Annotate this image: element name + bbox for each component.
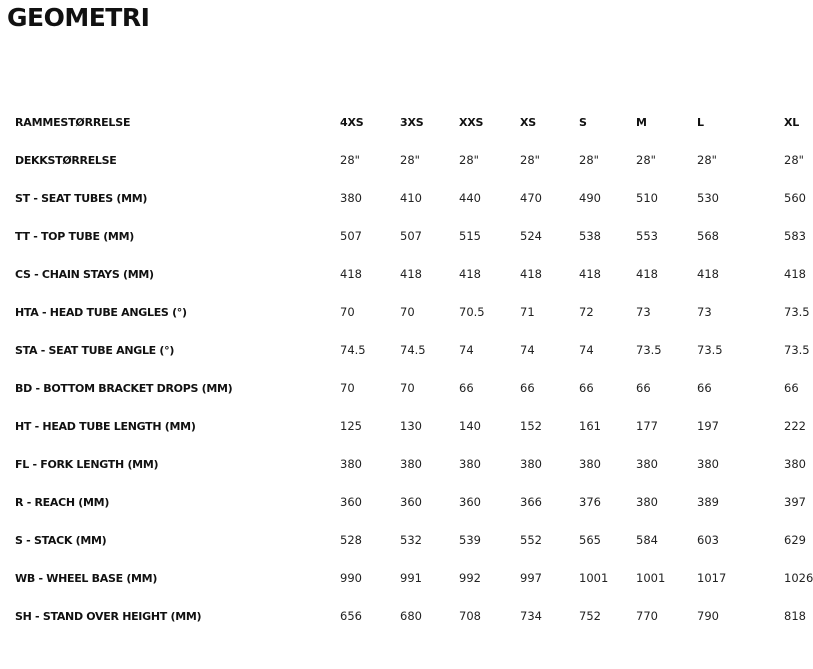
table-cell: 73 bbox=[636, 305, 651, 319]
table-cell: 380 bbox=[697, 457, 719, 471]
table-row bbox=[15, 217, 800, 255]
table-cell: 71 bbox=[520, 305, 535, 319]
table-cell: 584 bbox=[636, 533, 658, 547]
table-cell: 73.5 bbox=[784, 305, 810, 319]
table-cell: 74 bbox=[459, 343, 474, 357]
table-cell: 524 bbox=[520, 229, 542, 243]
table-row bbox=[15, 141, 800, 179]
table-row bbox=[15, 369, 800, 407]
table-cell: 538 bbox=[579, 229, 601, 243]
table-cell: 376 bbox=[579, 495, 601, 509]
table-row bbox=[15, 597, 800, 635]
table-cell: 515 bbox=[459, 229, 481, 243]
table-cell: 74.5 bbox=[340, 343, 366, 357]
table-cell: 410 bbox=[400, 191, 422, 205]
table-cell: 74.5 bbox=[400, 343, 426, 357]
row-label: FL - FORK LENGTH (MM) bbox=[15, 457, 159, 471]
table-cell: 380 bbox=[400, 457, 422, 471]
size-header: XS bbox=[520, 115, 537, 129]
table-cell: 532 bbox=[400, 533, 422, 547]
table-row bbox=[15, 331, 800, 369]
table-cell: 177 bbox=[636, 419, 658, 433]
table-cell: 752 bbox=[579, 609, 601, 623]
table-cell: 1001 bbox=[636, 571, 666, 585]
table-cell: 997 bbox=[520, 571, 542, 585]
size-header: L bbox=[697, 115, 704, 129]
table-cell: 28" bbox=[400, 153, 420, 167]
row-label: ST - SEAT TUBES (MM) bbox=[15, 191, 148, 205]
row-label: WB - WHEEL BASE (MM) bbox=[15, 571, 158, 585]
table-cell: 552 bbox=[520, 533, 542, 547]
table-cell: 418 bbox=[579, 267, 601, 281]
table-cell: 66 bbox=[579, 381, 594, 395]
table-cell: 70 bbox=[340, 305, 355, 319]
table-row bbox=[15, 445, 800, 483]
size-header: S bbox=[579, 115, 587, 129]
table-cell: 1001 bbox=[579, 571, 609, 585]
table-cell: 389 bbox=[697, 495, 719, 509]
table-cell: 66 bbox=[459, 381, 474, 395]
table-cell: 418 bbox=[784, 267, 806, 281]
row-label: CS - CHAIN STAYS (MM) bbox=[15, 267, 154, 281]
table-cell: 28" bbox=[697, 153, 717, 167]
table-cell: 66 bbox=[697, 381, 712, 395]
table-cell: 629 bbox=[784, 533, 806, 547]
table-cell: 418 bbox=[459, 267, 481, 281]
table-cell: 70 bbox=[340, 381, 355, 395]
table-cell: 70 bbox=[400, 381, 415, 395]
table-cell: 470 bbox=[520, 191, 542, 205]
table-cell: 418 bbox=[340, 267, 362, 281]
size-header: XXS bbox=[459, 115, 484, 129]
geometry-table bbox=[15, 103, 813, 635]
table-cell: 74 bbox=[520, 343, 535, 357]
size-header: 3XS bbox=[400, 115, 424, 129]
table-cell: 490 bbox=[579, 191, 601, 205]
table-cell: 140 bbox=[459, 419, 481, 433]
row-label: S - STACK (MM) bbox=[15, 533, 107, 547]
table-cell: 603 bbox=[697, 533, 719, 547]
table-cell: 74 bbox=[579, 343, 594, 357]
table-cell: 992 bbox=[459, 571, 481, 585]
table-row bbox=[15, 407, 800, 445]
table-cell: 507 bbox=[340, 229, 362, 243]
table-cell: 565 bbox=[579, 533, 601, 547]
table-cell: 440 bbox=[459, 191, 481, 205]
table-cell: 360 bbox=[340, 495, 362, 509]
table-cell: 1017 bbox=[697, 571, 727, 585]
table-cell: 73.5 bbox=[636, 343, 662, 357]
table-cell: 73.5 bbox=[697, 343, 723, 357]
table-cell: 380 bbox=[459, 457, 481, 471]
table-cell: 818 bbox=[784, 609, 806, 623]
table-cell: 708 bbox=[459, 609, 481, 623]
table-header-row bbox=[15, 103, 800, 141]
table-cell: 152 bbox=[520, 419, 542, 433]
table-cell: 28" bbox=[459, 153, 479, 167]
table-cell: 568 bbox=[697, 229, 719, 243]
table-cell: 380 bbox=[579, 457, 601, 471]
table-cell: 380 bbox=[784, 457, 806, 471]
table-cell: 680 bbox=[400, 609, 422, 623]
table-cell: 790 bbox=[697, 609, 719, 623]
table-cell: 539 bbox=[459, 533, 481, 547]
size-header: 4XS bbox=[340, 115, 364, 129]
table-cell: 66 bbox=[784, 381, 799, 395]
table-row bbox=[15, 293, 800, 331]
row-label: SH - STAND OVER HEIGHT (MM) bbox=[15, 609, 202, 623]
table-cell: 510 bbox=[636, 191, 658, 205]
table-cell: 770 bbox=[636, 609, 658, 623]
table-cell: 66 bbox=[520, 381, 535, 395]
table-cell: 380 bbox=[636, 457, 658, 471]
page-title: GEOMETRI bbox=[7, 3, 150, 32]
table-cell: 553 bbox=[636, 229, 658, 243]
table-cell: 28" bbox=[520, 153, 540, 167]
table-cell: 360 bbox=[459, 495, 481, 509]
table-row bbox=[15, 483, 800, 521]
table-cell: 125 bbox=[340, 419, 362, 433]
table-row bbox=[15, 559, 800, 597]
table-cell: 507 bbox=[400, 229, 422, 243]
size-header: XL bbox=[784, 115, 800, 129]
table-row bbox=[15, 255, 800, 293]
row-label: R - REACH (MM) bbox=[15, 495, 110, 509]
row-label: BD - BOTTOM BRACKET DROPS (MM) bbox=[15, 381, 233, 395]
table-cell: 28" bbox=[340, 153, 360, 167]
table-cell: 380 bbox=[340, 191, 362, 205]
table-row bbox=[15, 521, 800, 559]
table-cell: 66 bbox=[636, 381, 651, 395]
table-cell: 130 bbox=[400, 419, 422, 433]
row-label: TT - TOP TUBE (MM) bbox=[15, 229, 134, 243]
table-cell: 583 bbox=[784, 229, 806, 243]
table-cell: 70 bbox=[400, 305, 415, 319]
table-cell: 197 bbox=[697, 419, 719, 433]
table-cell: 161 bbox=[579, 419, 601, 433]
table-cell: 530 bbox=[697, 191, 719, 205]
table-cell: 991 bbox=[400, 571, 422, 585]
table-cell: 28" bbox=[636, 153, 656, 167]
table-row bbox=[15, 179, 800, 217]
row-label: HT - HEAD TUBE LENGTH (MM) bbox=[15, 419, 196, 433]
row-label: HTA - HEAD TUBE ANGLES (°) bbox=[15, 305, 187, 319]
table-cell: 418 bbox=[697, 267, 719, 281]
table-cell: 418 bbox=[520, 267, 542, 281]
table-cell: 70.5 bbox=[459, 305, 485, 319]
row-label: DEKKSTØRRELSE bbox=[15, 153, 117, 167]
table-cell: 380 bbox=[340, 457, 362, 471]
row-label: STA - SEAT TUBE ANGLE (°) bbox=[15, 343, 175, 357]
table-cell: 380 bbox=[520, 457, 542, 471]
table-cell: 72 bbox=[579, 305, 594, 319]
table-cell: 366 bbox=[520, 495, 542, 509]
table-cell: 73.5 bbox=[784, 343, 810, 357]
table-cell: 734 bbox=[520, 609, 542, 623]
size-header: M bbox=[636, 115, 647, 129]
table-cell: 1026 bbox=[784, 571, 813, 585]
table-cell: 380 bbox=[636, 495, 658, 509]
table-cell: 528 bbox=[340, 533, 362, 547]
table-cell: 360 bbox=[400, 495, 422, 509]
table-cell: 418 bbox=[400, 267, 422, 281]
table-cell: 418 bbox=[636, 267, 658, 281]
table-cell: 560 bbox=[784, 191, 806, 205]
table-cell: 656 bbox=[340, 609, 362, 623]
table-cell: 990 bbox=[340, 571, 362, 585]
table-cell: 397 bbox=[784, 495, 806, 509]
table-cell: 28" bbox=[784, 153, 804, 167]
table-cell: 73 bbox=[697, 305, 712, 319]
table-cell: 222 bbox=[784, 419, 806, 433]
table-cell: 28" bbox=[579, 153, 599, 167]
header-label: RAMMESTØRRELSE bbox=[15, 115, 131, 129]
